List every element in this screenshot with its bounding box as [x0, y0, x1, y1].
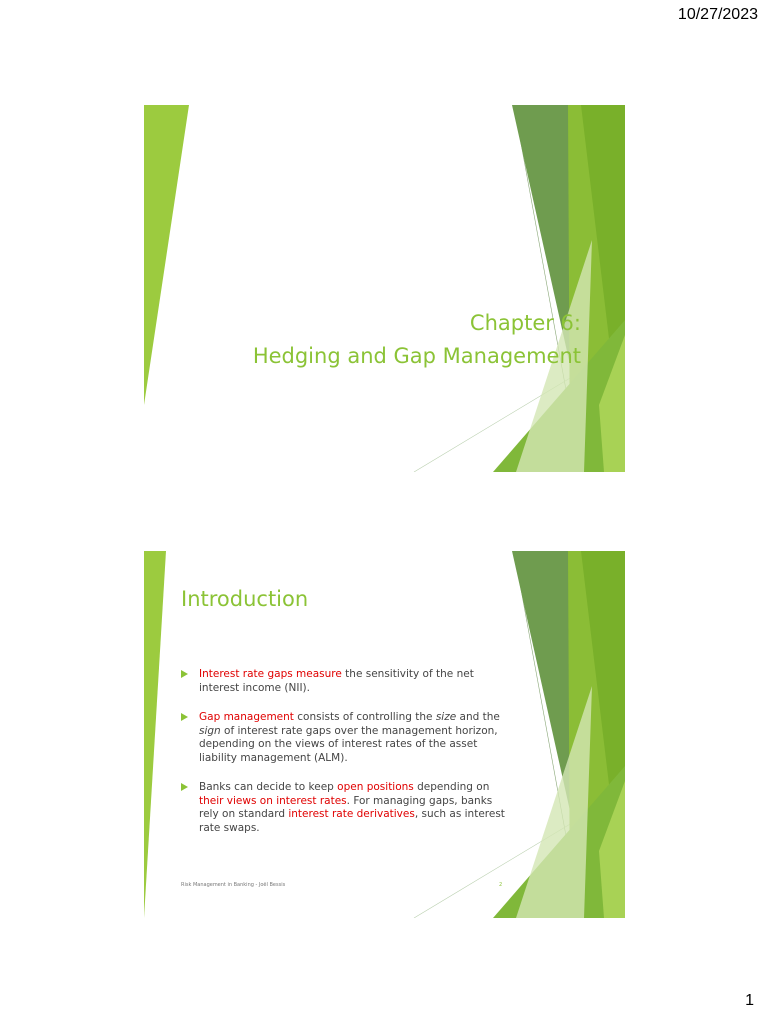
bullet-text-segment: and the — [456, 711, 500, 723]
bullet-text-segment: , such as interest rate swaps. — [199, 808, 505, 834]
bullet-text-segment: Interest rate gaps measure — [199, 668, 342, 680]
bullet-text-segment: sign — [199, 724, 221, 737]
bullet-text-segment: Banks can decide to keep — [199, 781, 338, 793]
bullet-text-segment: of interest rate gaps over the management horizon, depending on the views of interest rates of the asset liability management (ALM). — [199, 724, 498, 764]
slide-1-title — [253, 307, 581, 373]
triangle-bullet-icon — [181, 783, 188, 791]
slide-2-heading: Introduction — [181, 587, 309, 611]
bullet-text-segment: the sensitivity of the net interest income (NII). — [199, 668, 474, 694]
bullet-text-segment: . For managing gaps, banks rely on standard — [199, 794, 493, 820]
page-date: 10/27/2023 — [677, 6, 758, 23]
bullet-item — [181, 668, 511, 695]
slide-1 — [144, 105, 625, 472]
slide-1-decoration — [144, 105, 625, 472]
page-number: 1 — [745, 992, 754, 1009]
triangle-bullet-icon — [181, 713, 188, 721]
bullet-text-segment: interest rate derivatives — [288, 808, 415, 820]
bullet-item — [181, 781, 511, 835]
bullet-item — [181, 711, 511, 765]
slide-2 — [144, 551, 625, 918]
title-line-2: Hedging and Gap Management — [252, 344, 581, 368]
slide-footer-number: 2 — [499, 882, 503, 888]
bullet-text-segment: their views on interest rates — [199, 794, 347, 807]
title-line-1: Chapter 6: — [469, 311, 581, 335]
bullet-text-segment: Gap management — [199, 711, 294, 723]
bullet-text-segment: size — [435, 711, 457, 723]
slide-footer-text: Risk Management in Banking - Joël Bessis — [181, 882, 286, 888]
bullet-text-segment: consists of controlling the — [293, 711, 436, 723]
triangle-bullet-icon — [181, 670, 188, 678]
bullet-list — [181, 668, 511, 851]
bullet-text-segment: open positions — [337, 781, 414, 793]
bullet-text-segment: depending on — [413, 781, 490, 793]
